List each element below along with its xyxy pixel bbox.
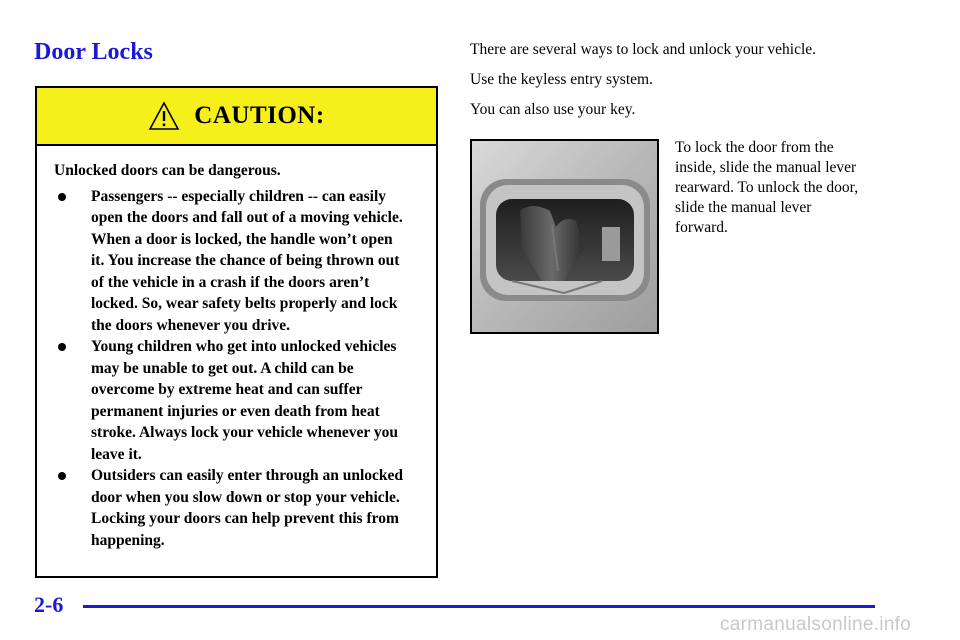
- caution-bullet-list: [54, 186, 406, 552]
- page-rule: [83, 605, 875, 608]
- intro-paragraph: Use the keyless entry system.: [470, 71, 653, 88]
- intro-text: [470, 40, 940, 130]
- caution-bullet: Young children who get into unlocked vehicles may be unable to get out. A child can be overcome by extreme heat and can suffer permanent injuries or even death from heat stroke. Always lock your vehicle whenever you leave it.: [54, 336, 406, 465]
- caution-bullet: Outsiders can easily enter through an unlocked door when you slow down or stop your vehicle. Locking your doors can help prevent this from happening.: [54, 465, 406, 551]
- page-number: 2-6: [34, 592, 64, 617]
- caution-label: CAUTION:: [194, 102, 325, 129]
- caution-body: [37, 146, 436, 551]
- caution-box: [35, 86, 438, 578]
- caution-bullet: Passengers -- especially children -- can easily open the doors and fall out of a moving vehicle. When a door is locked, the handle won’t open it. You increase the chance of being thrown out of the vehicle in a crash if the doors aren’t locked. So, wear safety belts properly and lock the doors whenever you drive.: [54, 186, 406, 337]
- caution-intro: Unlocked doors can be dangerous.: [54, 162, 281, 179]
- caution-header: [37, 88, 436, 146]
- watermark: carmanualsonline.info: [720, 614, 912, 635]
- intro-paragraph: You can also use your key.: [470, 101, 636, 118]
- door-lock-lever-photo: [470, 139, 659, 334]
- door-lock-lever-illustration: [472, 141, 657, 332]
- lock-lever-instructions: To lock the door from the inside, slide the manual lever rearward. To unlock the door, slide the manual lever forward.: [675, 139, 859, 236]
- warning-triangle-icon: [148, 101, 180, 131]
- intro-paragraph: There are several ways to lock and unlock your vehicle.: [470, 41, 817, 58]
- page-title: Door Locks: [34, 39, 153, 65]
